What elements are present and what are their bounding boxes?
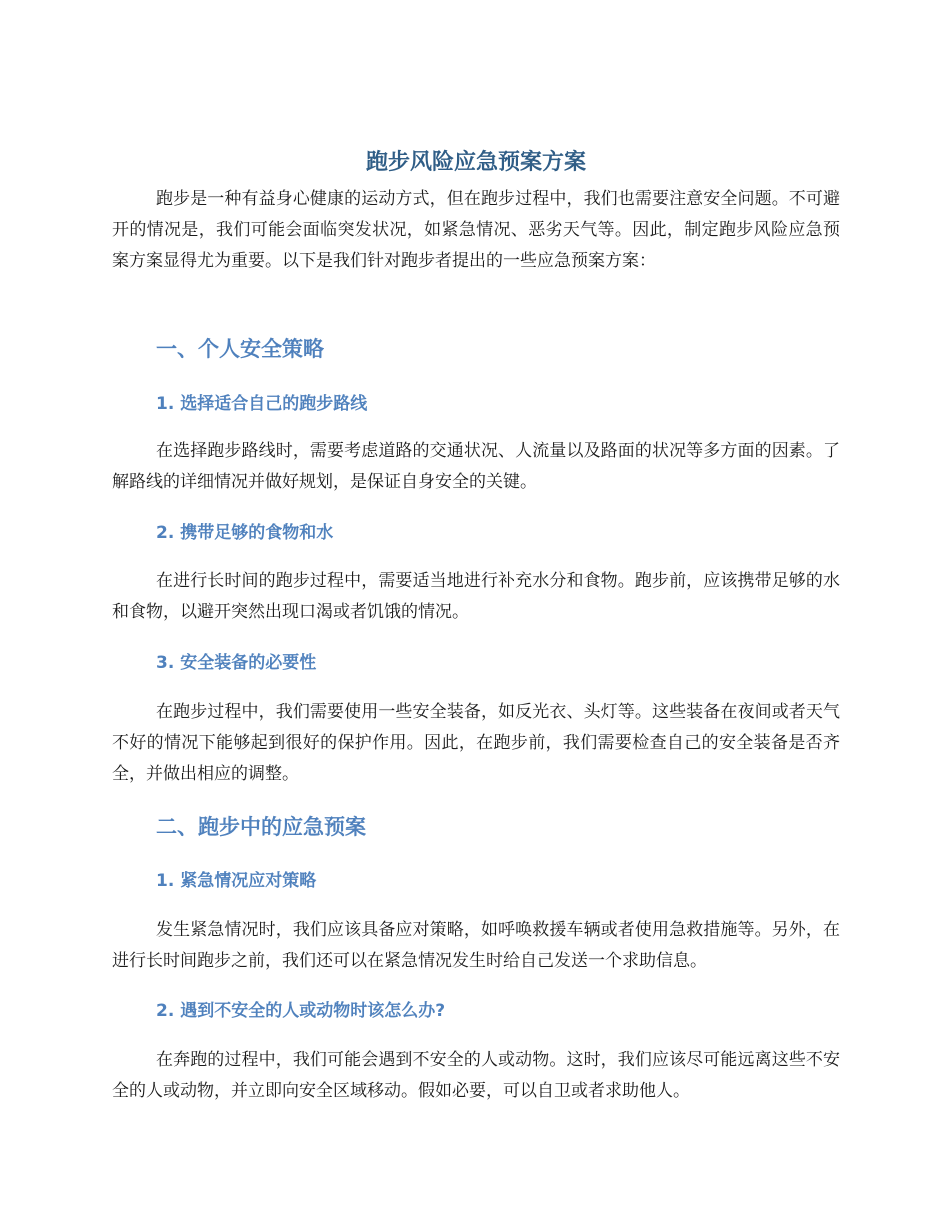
subsection-heading-unsafe-encounter: 2. 遇到不安全的人或动物时该怎么办? <box>156 1001 446 1021</box>
subsection-text-route: 在选择跑步路线时，需要考虑道路的交通状况、人流量以及路面的状况等多方面的因素。了解路线的详细情况并做好规划，是保证自身安全的关键。 <box>112 441 840 492</box>
subsection-text-emergency-response: 发生紧急情况时，我们应该具备应对策略，如呼唤救援车辆或者使用急救措施等。另外，在进行长时间跑步之前，我们还可以在紧急情况发生时给自己发送一个求助信息。 <box>112 920 840 971</box>
intro-paragraph: 跑步是一种有益身心健康的运动方式，但在跑步过程中，我们也需要注意安全问题。不可避开的情况是，我们可能会面临突发状况，如紧急情况、恶劣天气等。因此，制定跑步风险应急预案方案显得尤为重要。以下是我们针对跑步者提出的一些应急预案方案： <box>112 189 840 271</box>
subsection-text-food-water: 在进行长时间的跑步过程中，需要适当地进行补充水分和食物。跑步前，应该携带足够的水和食物，以避开突然出现口渴或者饥饿的情况。 <box>112 571 840 622</box>
section-heading-emergency-plan: 二、跑步中的应急预案 <box>156 815 366 839</box>
section-heading-personal-safety: 一、个人安全策略 <box>156 337 324 361</box>
subsection-text-safety-gear: 在跑步过程中，我们需要使用一些安全装备，如反光衣、头灯等。这些装备在夜间或者天气不好的情况下能够起到很好的保护作用。因此，在跑步前，我们需要检查自己的安全装备是否齐全，并做出相应的调整。 <box>112 702 840 784</box>
subsection-text-unsafe-encounter: 在奔跑的过程中，我们可能会遇到不安全的人或动物。这时，我们应该尽可能远离这些不安全的人或动物，并立即向安全区域移动。假如必要，可以自卫或者求助他人。 <box>112 1050 840 1101</box>
subsection-heading-food-water: 2. 携带足够的食物和水 <box>156 523 334 543</box>
subsection-heading-emergency-response: 1. 紧急情况应对策略 <box>156 871 317 891</box>
document-title: 跑步风险应急预案方案 <box>365 150 586 175</box>
subsection-heading-safety-gear: 3. 安全装备的必要性 <box>156 653 317 673</box>
subsection-heading-route: 1. 选择适合自己的跑步路线 <box>156 394 368 414</box>
